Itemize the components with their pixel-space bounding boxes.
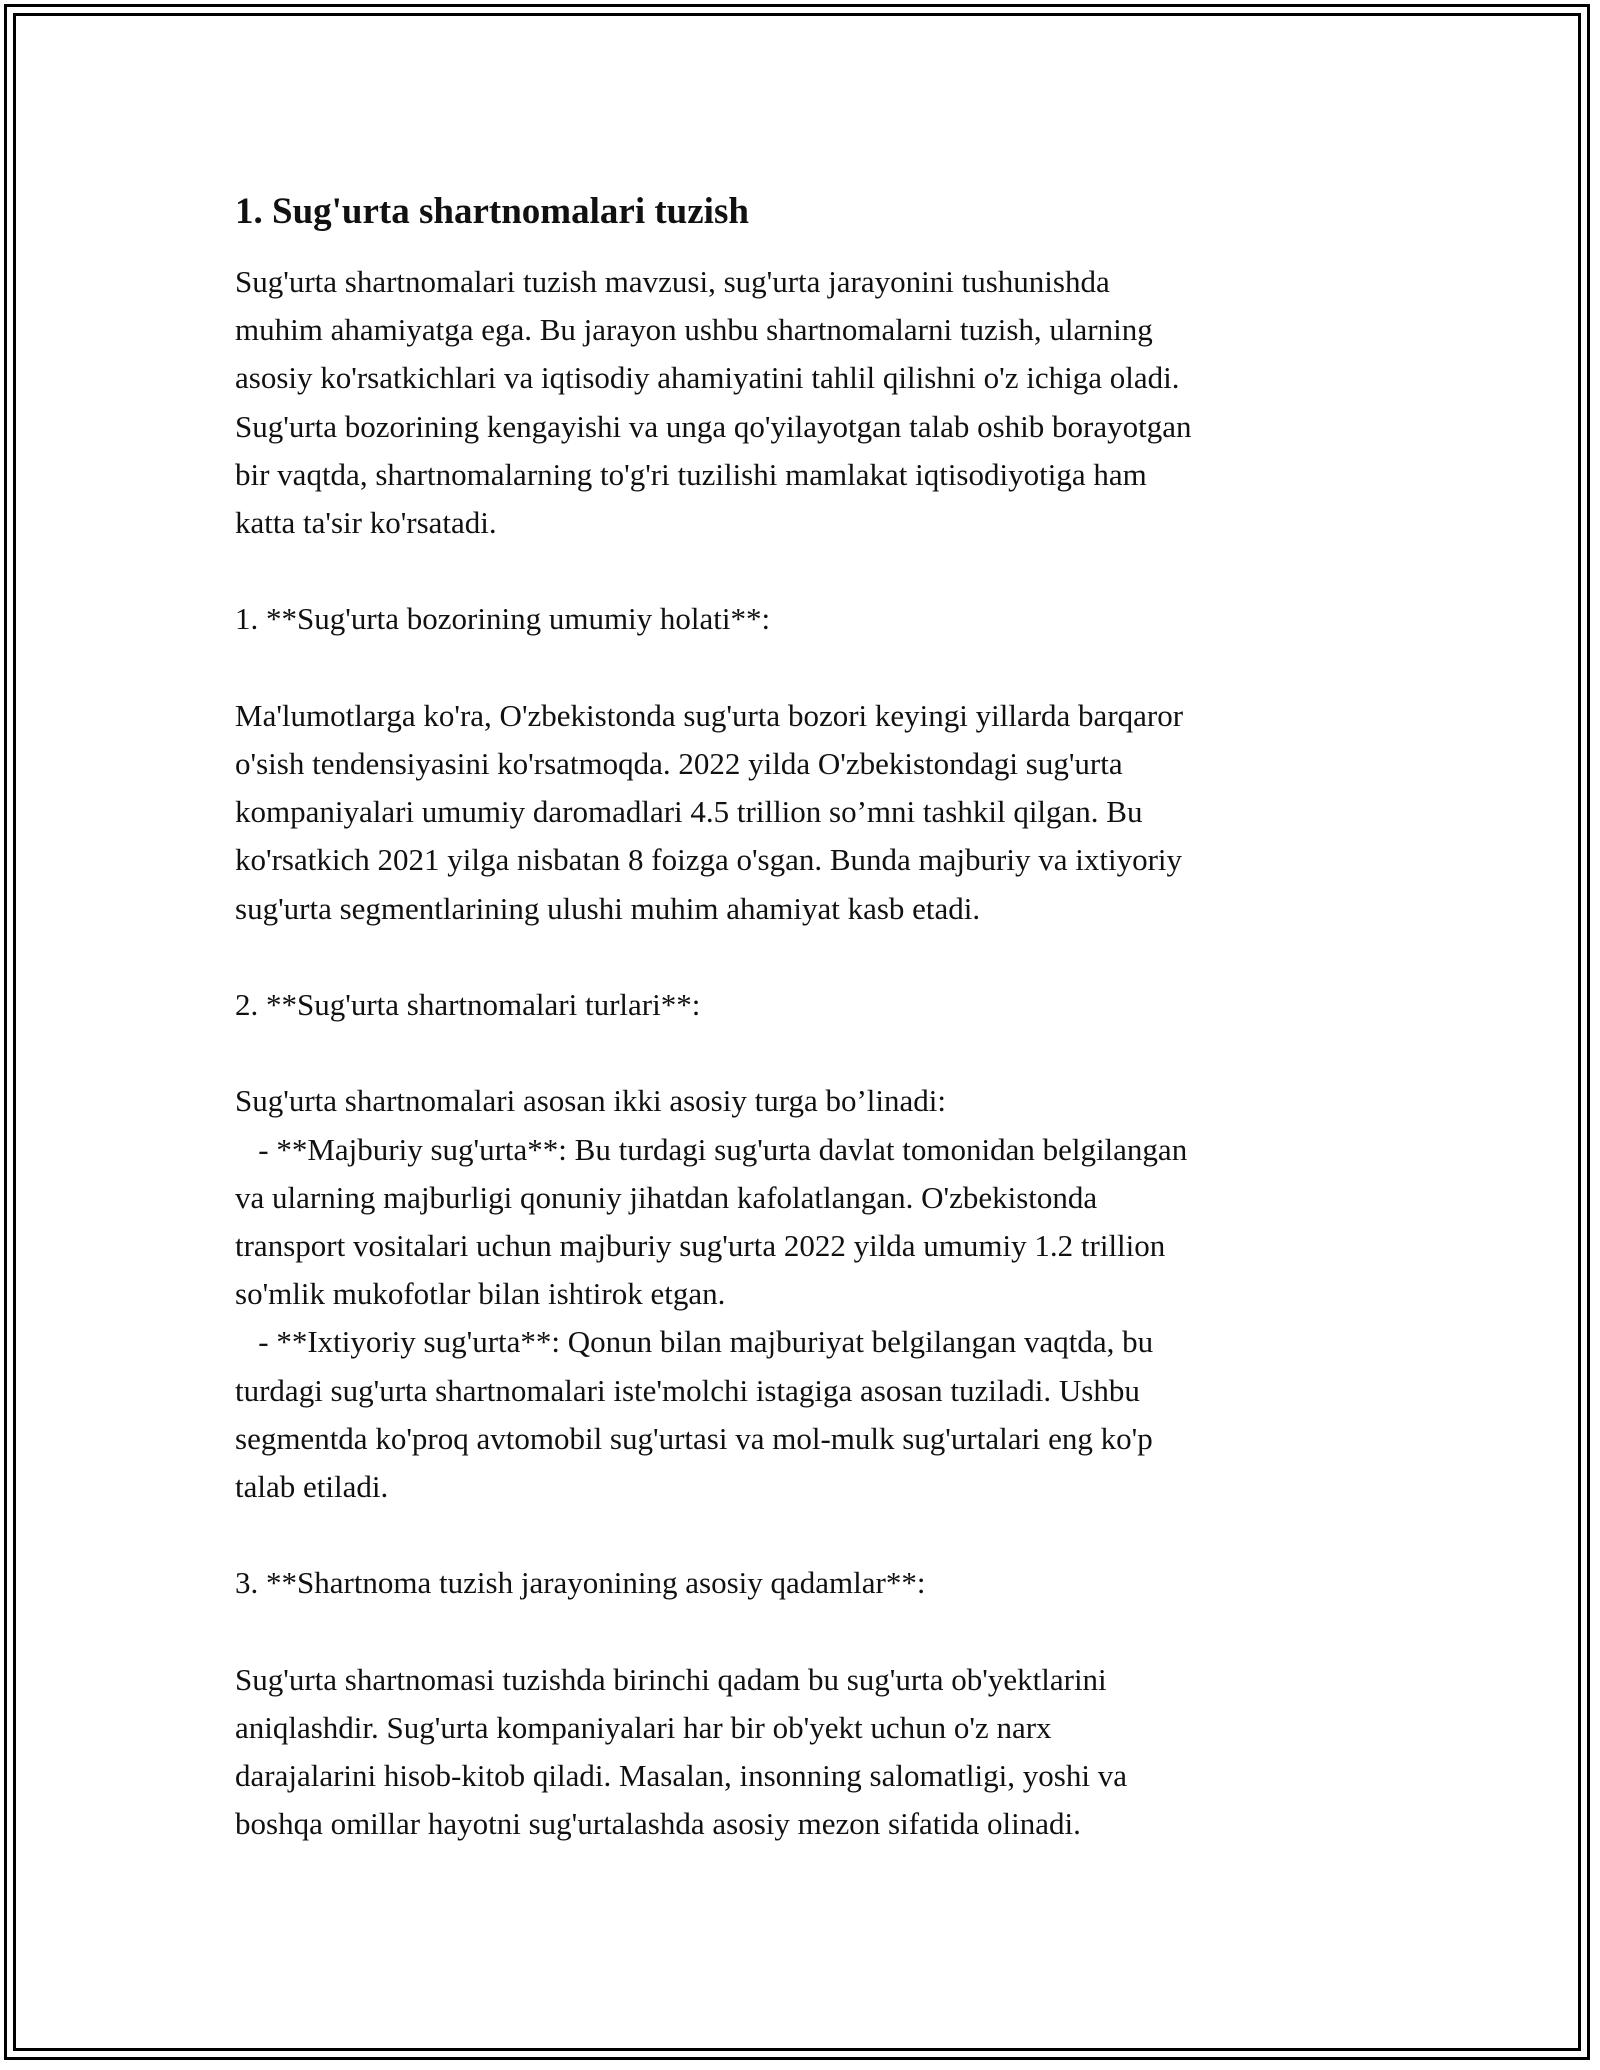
section-1-title: 1. **Sug'urta bozorining umumiy holati**:: [235, 601, 771, 637]
spacer: [235, 644, 1375, 692]
section-2-title: 2. **Sug'urta shartnomalari turlari**:: [235, 987, 701, 1022]
page-title: 1. Sug'urta shartnomalari tuzish: [235, 191, 749, 232]
spacer: [235, 933, 1375, 981]
section-2-body: Sug'urta shartnomalari asosan ikki asosiy turga bo’linadi: - **Majburiy sug'urta**: Bu turdagi sug'urta davlat tomonidan belgilangan va ularning majburligi qonuniy jihatdan kafolatlangan. O'zbekistonda transport vositalari uchun majburiy sug'urta 2022 yilda umumiy 1.2 trillion so'mlik mukofotlar bilan ishtirok etgan. - **Ixtiyoriy sug'urta**: Qonun bilan majburiyat belgilangan vaqtda, bu turdagi sug'urta shartnomalari iste'molchi istagiga asosan tuziladi. Ushbu segmentda ko'proq avtomobil sug'urtasi va mol-mulk sug'urtalari eng ko'p talab etiladi.: [235, 1083, 1188, 1505]
section-1-body: Ma'lumotlarga ko'ra, O'zbekistonda sug'urta bozori keyingi yillarda barqaror o'sish tendensiyasini ko'rsatmoqda. 2022 yilda O'zbekistondagi sug'urta kompaniyalari umumiy daromadlari 4.5 trillion so’mni tashkil qilgan. Bu ko'rsatkich 2021 yilga nisbatan 8 foizga o'sgan. Bunda majburiy va ixtiyoriy sug'urta segmentlarining ulushi muhim ahamiyat kasb etadi.: [235, 697, 1184, 926]
spacer: [235, 1608, 1375, 1656]
spacer: [235, 1029, 1375, 1077]
spacer: [235, 1511, 1375, 1559]
section-3-body: Sug'urta shartnomasi tuzishda birinchi qadam bu sug'urta ob'yektlarini aniqlashdir. Sug'urta kompaniyalari har bir ob'yekt uchun o'z narx darajalarini hisob-kitob qiladi. Masalan, insonning salomatligi, yoshi va boshqa omillar hayotni sug'urtalashda asosiy mezon sifatida olinadi.: [235, 1661, 1127, 1842]
section-3-title: 3. **Shartnoma tuzish jarayonining asosiy qadamlar**:: [235, 1565, 926, 1601]
intro-paragraph: Sug'urta shartnomalari tuzish mavzusi, sug'urta jarayonini tushunishda muhim ahamiyatga ega. Bu jarayon ushbu shartnomalarni tuzish, ularning asosiy ko'rsatkichlari va iqtisodiy ahamiyatini tahlil qilishni o'z ichiga oladi. Sug'urta bozorining kengayishi va unga qo'yilayotgan talab oshib borayotgan bir vaqtda, shartnomalarning to'g'ri tuzilishi mamlakat iqtisodiyotiga ham katta ta'sir ko'rsatadi.: [235, 264, 1192, 541]
spacer: [235, 547, 1375, 595]
document-body: [235, 186, 1375, 1849]
